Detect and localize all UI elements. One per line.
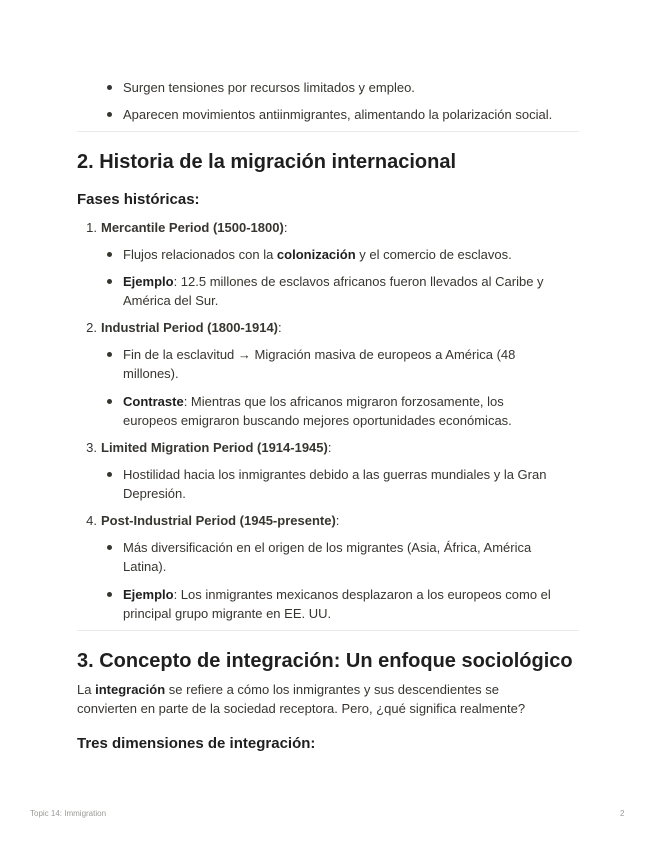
section-heading: 2. Historia de la migración internacional <box>77 151 456 173</box>
subsection-heading: Fases históricas: <box>77 191 200 208</box>
footer-title: Topic 14: Immigration <box>30 809 107 818</box>
divider <box>77 630 579 631</box>
divider <box>77 131 579 132</box>
paragraph: La integración se refiere a cómo los inmigrantes y sus descendientes se <box>77 682 499 697</box>
page-number: 2 <box>620 809 625 818</box>
section-heading: 3. Concepto de integración: Un enfoque sociológico <box>77 650 573 672</box>
paragraph-continued: convierten en parte de la sociedad receptora. Pero, ¿qué significa realmente? <box>77 701 526 716</box>
subsection-heading: Tres dimensiones de integración: <box>77 735 316 752</box>
